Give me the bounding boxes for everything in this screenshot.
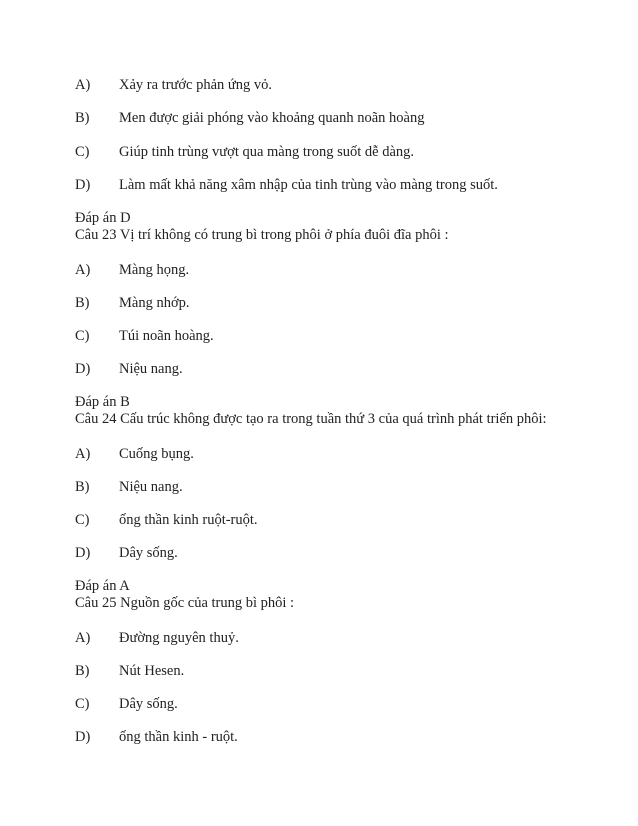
option-text: ống thần kinh ruột-ruột. xyxy=(119,512,258,528)
q25-question: Câu 25 Nguồn gốc của trung bì phôi : xyxy=(75,595,295,611)
option-letter: C) xyxy=(75,512,90,528)
option-letter: A) xyxy=(75,630,91,646)
q22-option-c xyxy=(75,143,414,161)
q23-option-d xyxy=(75,360,183,378)
option-letter: B) xyxy=(75,110,90,126)
option-letter: C) xyxy=(75,144,90,160)
option-text: Làm mất khả năng xâm nhập của tinh trùng vào màng trong suốt. xyxy=(119,177,498,193)
option-letter: A) xyxy=(75,446,91,462)
q22-option-d xyxy=(75,176,498,194)
q23-question: Câu 23 Vị trí không có trung bì trong phôi ở phía đuôi đĩa phôi : xyxy=(75,227,449,243)
option-text: Dây sống. xyxy=(119,696,178,712)
q24-option-a xyxy=(75,445,194,463)
option-text: Dây sống. xyxy=(119,545,178,561)
option-text: Túi noãn hoàng. xyxy=(119,328,214,344)
q25-option-b xyxy=(75,662,184,680)
option-letter: B) xyxy=(75,663,90,679)
option-text: Nút Hesen. xyxy=(119,663,185,679)
option-text: Niệu nang. xyxy=(119,361,183,377)
option-text: Đường nguyên thuỷ. xyxy=(119,630,239,646)
option-letter: C) xyxy=(75,696,90,712)
q23-option-a xyxy=(75,261,189,279)
q23-option-b xyxy=(75,294,190,312)
q22-option-a xyxy=(75,76,272,94)
q22-option-b xyxy=(75,109,424,127)
option-text: Cuống bụng. xyxy=(119,446,194,462)
option-letter: B) xyxy=(75,295,90,311)
q24-option-d xyxy=(75,544,178,562)
q22-answer: Đáp án D xyxy=(75,210,131,226)
q25-option-d xyxy=(75,728,238,746)
q24-option-c xyxy=(75,511,258,529)
q24-option-b xyxy=(75,478,183,496)
option-letter: C) xyxy=(75,328,90,344)
q25-option-c xyxy=(75,695,178,713)
q23-option-c xyxy=(75,327,214,345)
q23-answer: Đáp án B xyxy=(75,394,130,410)
option-letter: A) xyxy=(75,262,91,278)
option-letter: D) xyxy=(75,545,91,561)
option-text: Men được giải phóng vào khoảng quanh noãn hoàng xyxy=(119,110,425,126)
option-letter: A) xyxy=(75,77,91,93)
q24-question: Câu 24 Cấu trúc không được tạo ra trong tuần thứ 3 của quá trình phát triển phôi: xyxy=(75,411,547,427)
option-text: Niệu nang. xyxy=(119,479,183,495)
option-text: Xảy ra trước phản ứng vỏ. xyxy=(119,77,273,93)
option-text: Giúp tinh trùng vượt qua màng trong suốt dễ dàng. xyxy=(119,144,415,160)
option-letter: B) xyxy=(75,479,90,495)
q25-option-a xyxy=(75,629,239,647)
option-letter: D) xyxy=(75,729,91,745)
option-letter: D) xyxy=(75,361,91,377)
option-letter: D) xyxy=(75,177,91,193)
option-text: Màng nhớp. xyxy=(119,295,190,311)
q24-answer: Đáp án A xyxy=(75,578,130,594)
option-text: Màng họng. xyxy=(119,262,190,278)
option-text: ống thần kinh - ruột. xyxy=(119,729,238,745)
